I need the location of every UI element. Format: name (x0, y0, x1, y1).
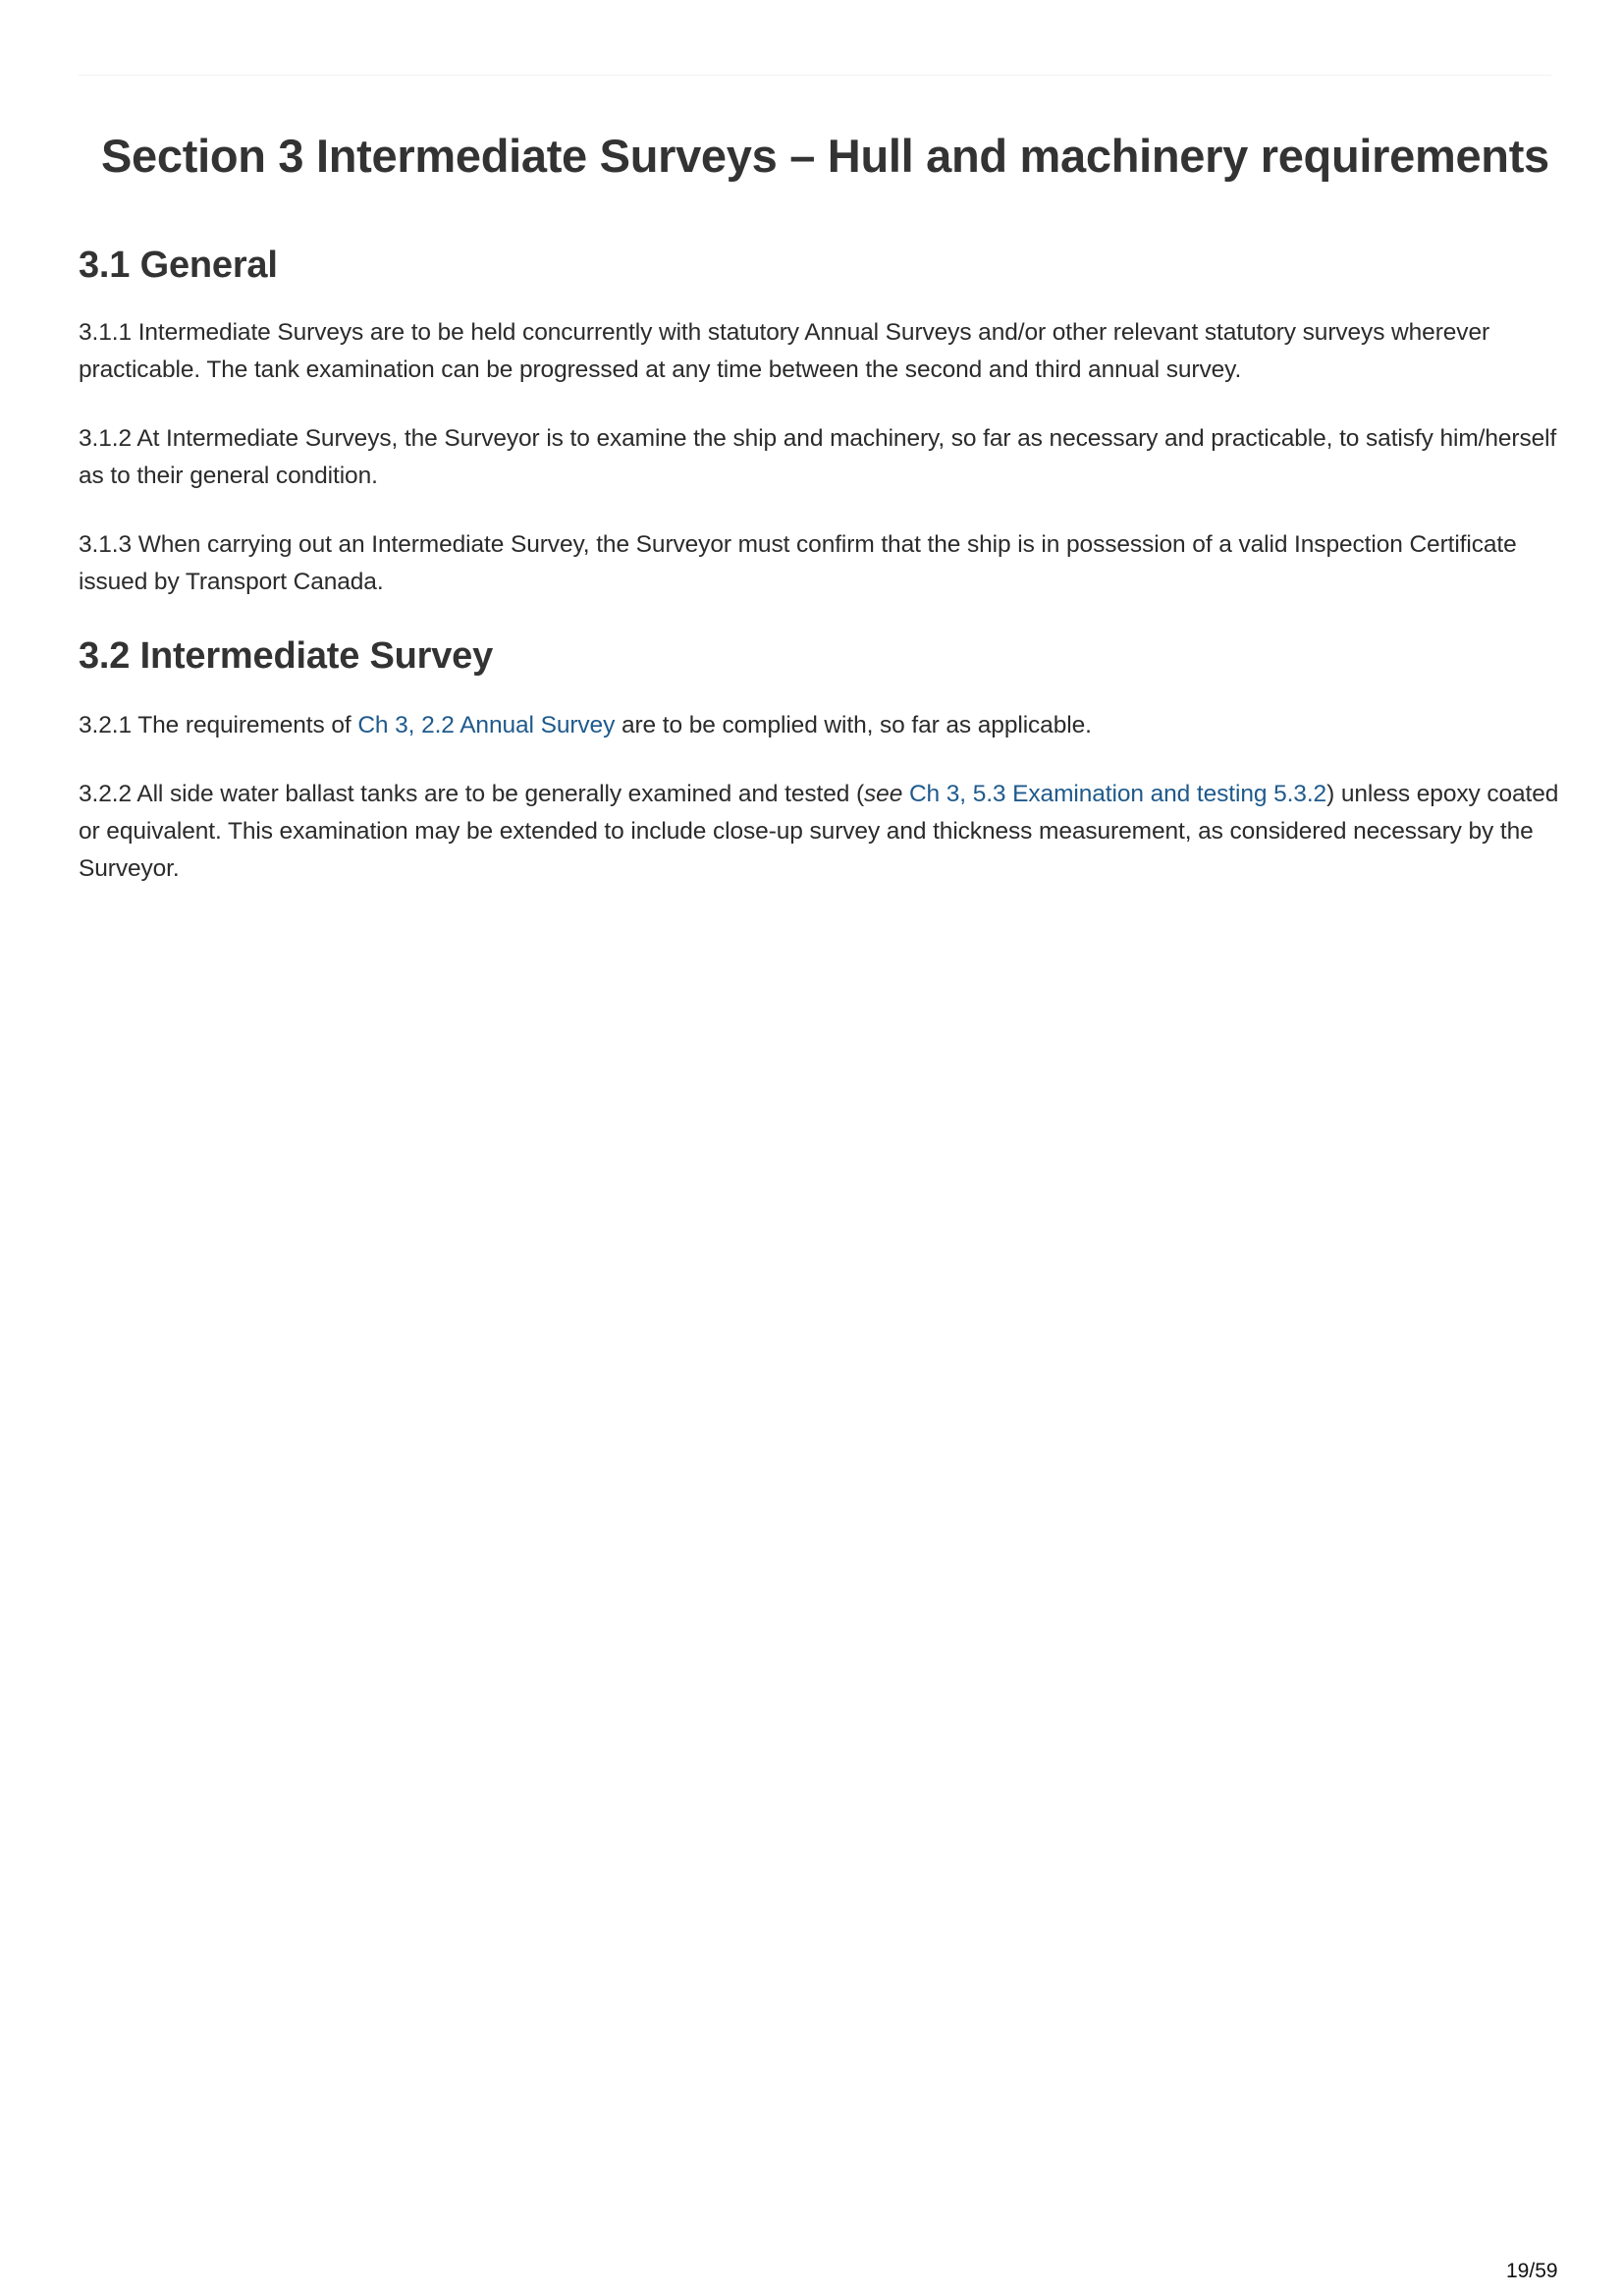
paragraph-text: are to be complied with, so far as applicable. (615, 712, 1092, 738)
paragraph-text: 3.2.1 The requirements of (79, 712, 358, 738)
examination-testing-link[interactable]: Ch 3, 5.3 Examination and testing 5.3.2 (908, 781, 1327, 807)
annual-survey-link[interactable]: Ch 3, 2.2 Annual Survey (357, 712, 616, 738)
section-heading-intermediate-survey: 3.2 Intermediate Survey (79, 635, 494, 677)
paragraph-3-1-3: 3.1.3 When carrying out an Intermediate Survey, the Surveyor must confirm that the ship is in possession of a valid Inspection Certificate issued by Transport Canada. (79, 531, 1517, 595)
paragraph-3-1-2: 3.1.2 At Intermediate Surveys, the Surveyor is to examine the ship and machinery, so far as necessary and practicable, to satisfy him/herself as to their general condition. (79, 425, 1557, 489)
paragraph-3-1-1: 3.1.1 Intermediate Surveys are to be held concurrently with statutory Annual Surveys and/or other relevant statutory surveys wherever practicable. The tank examination can be progressed at any time between the second and third annual survey. (79, 319, 1490, 383)
see-emphasis: see (864, 781, 903, 807)
section-heading-general: 3.1 General (79, 245, 278, 286)
paragraph-text: 3.2.2 All side water ballast tanks are to be generally examined and tested ( (79, 781, 865, 807)
page-title: Section 3 Intermediate Surveys – Hull and machinery requirements (101, 130, 1549, 182)
page-number: 19/59 (1506, 2260, 1558, 2282)
paragraph-3-2-1 (79, 707, 1561, 744)
paragraph-3-2-2 (79, 776, 1561, 888)
paragraph-text: ) unless epoxy coated or equivalent. This examination may be extended to include close-up survey and thickness measurement, as considered necessary by the Surveyor. (79, 781, 1559, 882)
header-divider (79, 75, 1551, 76)
